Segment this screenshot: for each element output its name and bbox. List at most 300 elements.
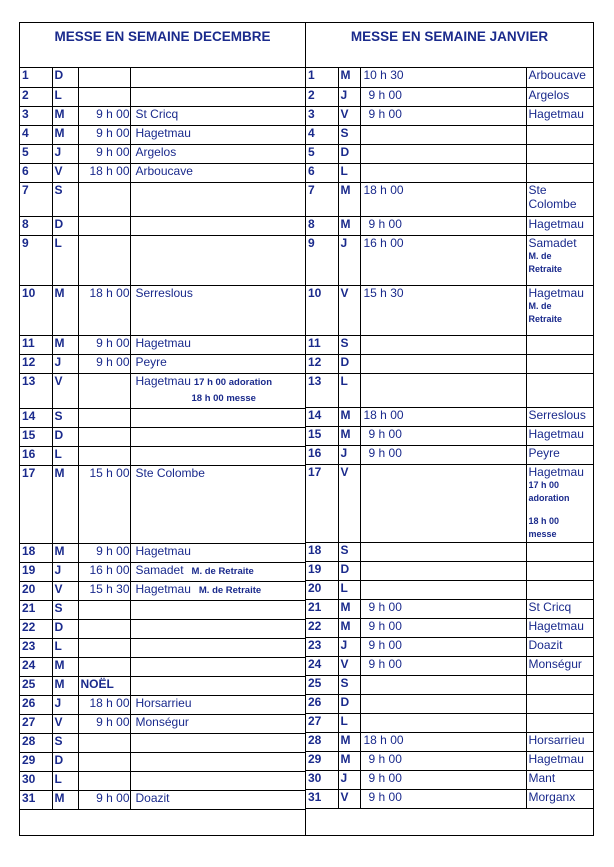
day-number: 27 — [20, 714, 52, 733]
mass-place — [526, 68, 593, 87]
place-name: Peyre — [135, 354, 167, 369]
day-letter: L — [338, 713, 360, 732]
place-name: Argelos — [528, 87, 570, 102]
mass-time: 18 h 00 — [360, 732, 526, 751]
mass-time: 15 h 30 — [360, 285, 526, 335]
day-number: 16 — [20, 446, 52, 465]
place-name: Hagetmau — [135, 335, 191, 350]
mass-place — [526, 216, 593, 235]
day-number: 10 — [20, 285, 52, 335]
mass-place — [130, 600, 305, 619]
mass-time — [360, 561, 526, 580]
mass-time — [360, 125, 526, 144]
place-name: Hagetmau — [528, 285, 584, 300]
day-letter: V — [52, 714, 78, 733]
mass-place — [130, 446, 305, 465]
table-row — [20, 125, 305, 144]
place-name: Horsarrieu — [528, 732, 585, 747]
day-letter: S — [52, 408, 78, 427]
day-letter: L — [338, 580, 360, 599]
day-letter: S — [52, 182, 78, 216]
day-letter: D — [52, 216, 78, 235]
mass-place — [130, 562, 305, 581]
mass-time — [78, 216, 130, 235]
day-number: 28 — [306, 732, 338, 751]
place-name: Hagetmau — [135, 373, 191, 388]
day-letter: L — [52, 638, 78, 657]
day-number: 25 — [306, 675, 338, 694]
table-row — [20, 427, 305, 446]
day-letter: L — [338, 373, 360, 407]
mass-time: 9 h 00 — [78, 144, 130, 163]
mass-place — [526, 445, 593, 464]
mass-time: 9 h 00 — [360, 770, 526, 789]
table-row — [20, 408, 305, 427]
day-number: 9 — [20, 235, 52, 285]
day-number: 8 — [306, 216, 338, 235]
day-letter: L — [52, 235, 78, 285]
mass-place — [130, 638, 305, 657]
day-number: 11 — [306, 335, 338, 354]
day-letter: L — [52, 446, 78, 465]
day-letter: M — [338, 618, 360, 637]
mass-place — [526, 694, 593, 713]
day-number: 26 — [306, 694, 338, 713]
mass-place — [526, 354, 593, 373]
mass-place — [526, 751, 593, 770]
place-name: Argelos — [135, 144, 177, 159]
table-row — [306, 599, 593, 618]
table-row — [306, 216, 593, 235]
mass-time — [360, 694, 526, 713]
mass-time — [360, 144, 526, 163]
mass-place — [130, 163, 305, 182]
mass-place — [526, 618, 593, 637]
mass-time — [360, 464, 526, 542]
mass-place — [130, 657, 305, 676]
mass-place — [130, 752, 305, 771]
day-number: 11 — [20, 335, 52, 354]
table-row — [20, 354, 305, 373]
mass-place — [526, 335, 593, 354]
day-letter: M — [338, 732, 360, 751]
table-row — [20, 676, 305, 695]
day-letter: M — [338, 407, 360, 426]
place-name: Monségur — [528, 656, 582, 671]
table-row — [20, 600, 305, 619]
day-number: 4 — [306, 125, 338, 144]
table-row — [306, 751, 593, 770]
mass-time — [78, 408, 130, 427]
day-letter: J — [338, 445, 360, 464]
table-row — [20, 619, 305, 638]
day-letter: D — [52, 68, 78, 87]
mass-place — [526, 407, 593, 426]
table-row — [20, 657, 305, 676]
day-letter: V — [338, 106, 360, 125]
mass-place — [130, 695, 305, 714]
mass-place — [526, 561, 593, 580]
table-row — [20, 87, 305, 106]
table-row — [306, 125, 593, 144]
day-letter: V — [338, 656, 360, 675]
table-row — [20, 733, 305, 752]
day-letter: M — [338, 68, 360, 87]
mass-time: 9 h 00 — [360, 637, 526, 656]
mass-time — [360, 713, 526, 732]
mass-time — [78, 427, 130, 446]
mass-time: 9 h 00 — [78, 714, 130, 733]
table-row — [306, 335, 593, 354]
day-letter: M — [338, 751, 360, 770]
mass-time — [78, 446, 130, 465]
table-row — [20, 543, 305, 562]
day-letter: D — [338, 354, 360, 373]
place-name: Hagetmau — [528, 426, 584, 441]
mass-time: 9 h 00 — [360, 216, 526, 235]
mass-place — [130, 465, 305, 543]
mass-place — [526, 373, 593, 407]
day-number: 14 — [20, 408, 52, 427]
mass-time: 16 h 00 — [360, 235, 526, 285]
day-number: 10 — [306, 285, 338, 335]
mass-note: M. de Retraite — [528, 250, 563, 274]
day-letter: L — [338, 163, 360, 182]
day-letter: V — [338, 464, 360, 542]
table-row — [306, 144, 593, 163]
mass-place — [130, 619, 305, 638]
place-name: St Cricq — [528, 599, 572, 614]
place-name: St Cricq — [135, 106, 179, 121]
mass-time: 9 h 00 — [78, 543, 130, 562]
day-number: 3 — [306, 106, 338, 125]
mass-time — [360, 580, 526, 599]
mass-time — [360, 373, 526, 407]
table-row — [20, 373, 305, 408]
place-name: Hagetmau — [528, 751, 584, 766]
day-number: 1 — [306, 68, 338, 87]
mass-time — [78, 600, 130, 619]
place-name: Horsarrieu — [135, 695, 192, 710]
day-letter: J — [338, 87, 360, 106]
day-number: 2 — [306, 87, 338, 106]
mass-place — [130, 235, 305, 285]
mass-place — [130, 771, 305, 790]
day-number: 17 — [20, 465, 52, 543]
table-row — [20, 562, 305, 581]
day-letter: S — [338, 675, 360, 694]
mass-place — [526, 125, 593, 144]
mass-time — [78, 771, 130, 790]
day-number: 16 — [306, 445, 338, 464]
mass-place — [526, 789, 593, 808]
table-row — [306, 789, 593, 808]
mass-time — [360, 335, 526, 354]
day-number: 24 — [306, 656, 338, 675]
mass-note: 17 h 00 adoration — [528, 479, 570, 503]
day-number: 5 — [306, 144, 338, 163]
day-number: 15 — [20, 427, 52, 446]
mass-place — [526, 106, 593, 125]
table-row — [306, 285, 593, 335]
day-letter: V — [52, 163, 78, 182]
mass-place — [130, 106, 305, 125]
day-letter: J — [52, 695, 78, 714]
day-number: 12 — [20, 354, 52, 373]
day-letter: L — [52, 771, 78, 790]
table-row — [20, 752, 305, 771]
mass-place — [130, 87, 305, 106]
table-row — [306, 106, 593, 125]
day-letter: M — [52, 543, 78, 562]
table-row — [20, 714, 305, 733]
mass-time: 9 h 00 — [360, 789, 526, 808]
table-row — [306, 163, 593, 182]
day-letter: V — [52, 373, 78, 408]
place-name: Serreslous — [135, 285, 193, 300]
table-row — [20, 68, 305, 87]
december-table — [20, 68, 305, 810]
table-row — [20, 182, 305, 216]
day-number: 30 — [306, 770, 338, 789]
mass-place — [130, 733, 305, 752]
mass-time: 9 h 00 — [360, 656, 526, 675]
day-letter: M — [52, 285, 78, 335]
place-name: Ste Colombe — [135, 465, 205, 480]
holiday-label: NOËL — [78, 676, 130, 695]
table-row — [20, 163, 305, 182]
day-number: 21 — [306, 599, 338, 618]
place-name: Hagetmau — [135, 543, 191, 558]
day-letter: J — [338, 637, 360, 656]
day-number: 20 — [306, 580, 338, 599]
place-name: Samadet — [528, 235, 577, 250]
day-letter: S — [338, 125, 360, 144]
mass-time — [78, 638, 130, 657]
table-row — [20, 216, 305, 235]
mass-time: 9 h 00 — [360, 618, 526, 637]
mass-note-2: 18 h 00 messe — [528, 515, 560, 539]
day-number: 7 — [20, 182, 52, 216]
mass-time — [78, 619, 130, 638]
place-name: Doazit — [135, 790, 170, 805]
mass-place — [526, 464, 593, 542]
table-row — [20, 144, 305, 163]
mass-place — [526, 599, 593, 618]
mass-place — [526, 732, 593, 751]
day-letter: J — [338, 235, 360, 285]
mass-place — [130, 125, 305, 144]
mass-time — [78, 235, 130, 285]
table-row — [306, 618, 593, 637]
mass-time — [78, 373, 130, 408]
place-name: Hagetmau — [135, 125, 191, 140]
day-number: 29 — [306, 751, 338, 770]
mass-place — [526, 144, 593, 163]
table-row — [306, 407, 593, 426]
day-number: 31 — [306, 789, 338, 808]
mass-note: M. de Retraite — [198, 584, 262, 596]
mass-place — [526, 285, 593, 335]
mass-place — [130, 543, 305, 562]
mass-place — [526, 656, 593, 675]
mass-time: 15 h 30 — [78, 581, 130, 600]
place-name: Hagetmau — [135, 581, 191, 596]
table-row — [306, 182, 593, 216]
day-letter: M — [338, 182, 360, 216]
table-row — [306, 464, 593, 542]
day-number: 30 — [20, 771, 52, 790]
day-letter: J — [52, 354, 78, 373]
mass-time: 9 h 00 — [360, 599, 526, 618]
day-letter: S — [338, 335, 360, 354]
day-number: 3 — [20, 106, 52, 125]
table-row — [20, 771, 305, 790]
day-number: 25 — [20, 676, 52, 695]
mass-time: 9 h 00 — [78, 125, 130, 144]
mass-time: 15 h 00 — [78, 465, 130, 543]
day-letter: D — [52, 752, 78, 771]
day-letter: J — [338, 770, 360, 789]
january-column — [306, 23, 593, 835]
mass-place — [526, 182, 593, 216]
day-number: 18 — [20, 543, 52, 562]
table-row — [306, 87, 593, 106]
day-number: 5 — [20, 144, 52, 163]
mass-place — [130, 427, 305, 446]
day-letter: S — [52, 733, 78, 752]
mass-time: 9 h 00 — [360, 106, 526, 125]
mass-place — [130, 144, 305, 163]
mass-place — [130, 790, 305, 809]
day-letter: M — [338, 216, 360, 235]
mass-note-2: 18 h 00 messe — [191, 392, 256, 404]
mass-time: 18 h 00 — [78, 285, 130, 335]
place-name: Monségur — [135, 714, 189, 729]
place-name: Mant — [528, 770, 556, 785]
schedule-sheet — [19, 22, 594, 836]
place-name: Hagetmau — [528, 464, 584, 479]
place-name: Hagetmau — [528, 216, 584, 231]
mass-place — [526, 580, 593, 599]
day-number: 19 — [20, 562, 52, 581]
table-row — [306, 713, 593, 732]
day-number: 12 — [306, 354, 338, 373]
day-letter: M — [52, 335, 78, 354]
mass-time: 9 h 00 — [360, 751, 526, 770]
place-name: Arboucave — [528, 68, 586, 82]
mass-place — [526, 770, 593, 789]
day-number: 20 — [20, 581, 52, 600]
table-row — [20, 285, 305, 335]
day-number: 6 — [20, 163, 52, 182]
january-table — [306, 68, 593, 809]
day-letter: M — [338, 599, 360, 618]
mass-time — [360, 542, 526, 561]
place-name: Arboucave — [135, 163, 193, 178]
day-number: 17 — [306, 464, 338, 542]
day-letter: D — [338, 694, 360, 713]
mass-note: 17 h 00 adoration — [193, 376, 273, 388]
mass-time: 9 h 00 — [78, 106, 130, 125]
day-number: 1 — [20, 68, 52, 87]
mass-place — [526, 235, 593, 285]
day-number: 28 — [20, 733, 52, 752]
table-row — [306, 68, 593, 87]
mass-place — [130, 354, 305, 373]
mass-time: 18 h 00 — [360, 407, 526, 426]
day-number: 18 — [306, 542, 338, 561]
place-name: Ste Colombe — [528, 182, 577, 211]
table-row — [306, 373, 593, 407]
day-number: 13 — [20, 373, 52, 408]
mass-time: 9 h 00 — [78, 354, 130, 373]
table-row — [20, 446, 305, 465]
mass-place — [130, 182, 305, 216]
day-letter: M — [52, 106, 78, 125]
day-number: 4 — [20, 125, 52, 144]
mass-place — [526, 637, 593, 656]
day-number: 26 — [20, 695, 52, 714]
mass-place — [526, 713, 593, 732]
table-row — [306, 561, 593, 580]
day-number: 21 — [20, 600, 52, 619]
day-number: 22 — [20, 619, 52, 638]
table-row — [20, 106, 305, 125]
table-row — [306, 637, 593, 656]
day-number: 24 — [20, 657, 52, 676]
mass-time: 18 h 00 — [78, 163, 130, 182]
mass-place — [130, 373, 305, 408]
mass-time: 10 h 30 — [360, 68, 526, 87]
mass-note: M. de Retraite — [528, 300, 563, 324]
table-row — [306, 235, 593, 285]
mass-time — [78, 182, 130, 216]
day-number: 29 — [20, 752, 52, 771]
day-number: 31 — [20, 790, 52, 809]
mass-place — [526, 163, 593, 182]
mass-place — [130, 408, 305, 427]
table-row — [306, 770, 593, 789]
mass-time: 18 h 00 — [78, 695, 130, 714]
mass-time: 9 h 00 — [360, 87, 526, 106]
mass-time: 9 h 00 — [78, 790, 130, 809]
table-row — [306, 694, 593, 713]
place-name: Hagetmau — [528, 618, 584, 633]
table-row — [306, 675, 593, 694]
day-number: 7 — [306, 182, 338, 216]
mass-place — [526, 87, 593, 106]
day-letter: L — [52, 87, 78, 106]
day-letter: M — [52, 657, 78, 676]
mass-time — [78, 68, 130, 87]
day-number: 9 — [306, 235, 338, 285]
day-number: 14 — [306, 407, 338, 426]
place-name: Samadet — [135, 562, 184, 577]
table-row — [20, 581, 305, 600]
mass-place — [526, 675, 593, 694]
day-number: 6 — [306, 163, 338, 182]
day-number: 19 — [306, 561, 338, 580]
day-number: 8 — [20, 216, 52, 235]
mass-time: 9 h 00 — [78, 335, 130, 354]
mass-place — [130, 216, 305, 235]
table-row — [306, 580, 593, 599]
day-letter: V — [338, 285, 360, 335]
mass-time — [360, 163, 526, 182]
place-name: Peyre — [528, 445, 560, 460]
day-letter: J — [52, 144, 78, 163]
